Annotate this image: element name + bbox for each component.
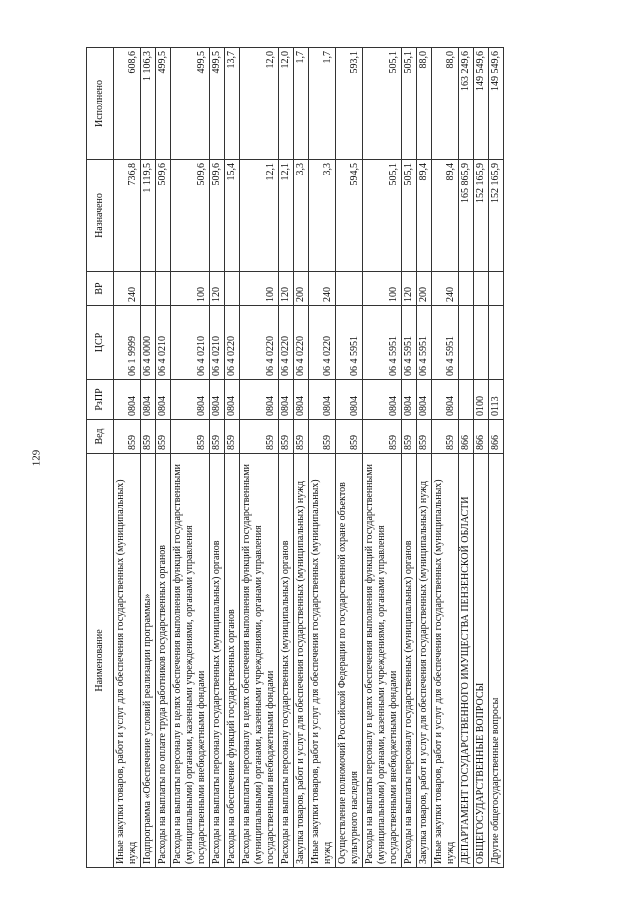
cell-naznacheno: 1 119,5 [141,160,156,272]
table-row [432,48,459,868]
cell-ved: 859 [336,420,363,454]
table-row [240,48,279,868]
cell-vr: 100 [240,272,279,306]
cell-csr: 06 4 0210 [210,306,225,380]
cell-ispolneno: 499,5 [171,48,210,160]
cell-naznacheno: 509,6 [156,160,171,272]
cell-ispolneno: 505,1 [402,48,417,160]
cell-ved: 866 [474,420,489,454]
cell-rzpr: 0804 [363,380,402,420]
cell-name: Расходы на выплаты персоналу государственных (муниципальных) органов [210,454,225,868]
cell-csr [489,306,504,380]
cell-rzpr: 0100 [474,380,489,420]
cell-rzpr: 0804 [279,380,294,420]
table-row [402,48,417,868]
table-row [459,48,474,868]
cell-naznacheno: 505,1 [402,160,417,272]
cell-naznacheno: 12,1 [240,160,279,272]
cell-ved: 859 [141,420,156,454]
cell-ved: 859 [363,420,402,454]
cell-name: Другие общегосударственные вопросы [489,454,504,868]
cell-csr: 06 4 5951 [336,306,363,380]
cell-naznacheno: 509,6 [171,160,210,272]
cell-ispolneno: 1,7 [309,48,336,160]
table-row [336,48,363,868]
cell-csr: 06 4 5951 [432,306,459,380]
cell-name: Подпрограмма «Обеспечение условий реализации программы» [141,454,156,868]
cell-csr [459,306,474,380]
table-row [114,48,141,868]
cell-vr [474,272,489,306]
cell-csr: 06 4 0000 [141,306,156,380]
cell-csr [474,306,489,380]
cell-rzpr: 0804 [417,380,432,420]
table-row [156,48,171,868]
cell-ved: 866 [489,420,504,454]
cell-vr: 100 [171,272,210,306]
table-row [279,48,294,868]
cell-ispolneno: 149 549,6 [474,48,489,160]
cell-ved: 859 [156,420,171,454]
cell-vr [141,272,156,306]
table-row [363,48,402,868]
cell-ispolneno: 88,0 [432,48,459,160]
cell-vr [336,272,363,306]
cell-ved: 859 [225,420,240,454]
cell-ispolneno: 149 549,6 [489,48,504,160]
table-header-row [87,48,114,868]
cell-rzpr: 0804 [294,380,309,420]
cell-name: Осуществление полномочий Российской Федерации по государственной охране объектов культурного наследия [336,454,363,868]
cell-naznacheno: 89,4 [432,160,459,272]
cell-name: Иные закупки товаров, работ и услуг для обеспечения государственных (муниципальных) нужд [309,454,336,868]
cell-rzpr: 0804 [240,380,279,420]
cell-vr: 200 [294,272,309,306]
cell-ispolneno: 1 106,3 [141,48,156,160]
cell-ved: 859 [171,420,210,454]
cell-rzpr: 0804 [402,380,417,420]
cell-csr: 06 4 5951 [417,306,432,380]
cell-name: Иные закупки товаров, работ и услуг для обеспечения государственных (муниципальных) нужд [432,454,459,868]
table-body [114,48,504,868]
cell-naznacheno: 505,1 [363,160,402,272]
cell-ispolneno: 593,1 [336,48,363,160]
header-csr: ЦСР [87,306,114,380]
cell-name: Расходы на выплаты персоналу государственных (муниципальных) органов [279,454,294,868]
cell-ved: 859 [432,420,459,454]
table-row [417,48,432,868]
table-row [489,48,504,868]
cell-csr: 06 4 0220 [225,306,240,380]
cell-naznacheno: 89,4 [417,160,432,272]
cell-name: Расходы на выплаты персоналу в целях обеспечения выполнения функций государственными (муниципальными) органами, казенными учреждениями, органами управления государственными внебюджетными фондами [240,454,279,868]
budget-table [86,47,504,868]
cell-name: Иные закупки товаров, работ и услуг для обеспечения государственных (муниципальных) нужд [114,454,141,868]
header-vr: ВР [87,272,114,306]
cell-csr: 06 4 0220 [279,306,294,380]
cell-name: Расходы на обеспечение функций государственных органов [225,454,240,868]
cell-ispolneno: 499,5 [156,48,171,160]
table-row [474,48,489,868]
page-number: 129 [30,449,43,467]
cell-naznacheno: 15,4 [225,160,240,272]
cell-naznacheno: 152 165,9 [474,160,489,272]
rotated-table-container [86,48,574,868]
cell-naznacheno: 12,1 [279,160,294,272]
table-row [294,48,309,868]
cell-naznacheno: 152 165,9 [489,160,504,272]
cell-ispolneno: 13,7 [225,48,240,160]
cell-vr [459,272,474,306]
cell-name: ДЕПАРТАМЕНТ ГОСУДАРСТВЕННОГО ИМУЩЕСТВА ПЕНЗЕНСКОЙ ОБЛАСТИ [459,454,474,868]
cell-vr: 240 [309,272,336,306]
cell-vr: 120 [210,272,225,306]
cell-name: Расходы на выплаты персоналу государственных (муниципальных) органов [402,454,417,868]
header-ved: Вед [87,420,114,454]
cell-rzpr: 0113 [489,380,504,420]
cell-vr: 120 [402,272,417,306]
cell-ved: 859 [240,420,279,454]
cell-ispolneno: 1,7 [294,48,309,160]
cell-rzpr: 0804 [210,380,225,420]
cell-naznacheno: 3,3 [309,160,336,272]
cell-rzpr: 0804 [432,380,459,420]
cell-name: Расходы на выплаты персоналу в целях обеспечения выполнения функций государственными (муниципальными) органами, казенными учреждениями, органами управления государственными внебюджетными фондами [363,454,402,868]
cell-rzpr: 0804 [141,380,156,420]
header-rzpr: РзПР [87,380,114,420]
cell-ved: 859 [294,420,309,454]
cell-name: Расходы на выплаты по оплате труда работников государственных органов [156,454,171,868]
cell-ispolneno: 12,0 [279,48,294,160]
cell-rzpr: 0804 [156,380,171,420]
cell-vr [225,272,240,306]
cell-ved: 859 [402,420,417,454]
table-row [225,48,240,868]
cell-rzpr [459,380,474,420]
cell-ispolneno: 505,1 [363,48,402,160]
cell-name: Закупка товаров, работ и услуг для обеспечения государственных (муниципальных) нужд [294,454,309,868]
cell-csr: 06 1 9999 [114,306,141,380]
cell-csr: 06 4 0220 [294,306,309,380]
cell-naznacheno: 594,5 [336,160,363,272]
cell-csr: 06 4 5951 [402,306,417,380]
cell-ved: 866 [459,420,474,454]
cell-name: Закупка товаров, работ и услуг для обеспечения государственных (муниципальных) нужд [417,454,432,868]
cell-ispolneno: 499,5 [210,48,225,160]
cell-name: ОБЩЕГОСУДАРСТВЕННЫЕ ВОПРОСЫ [474,454,489,868]
cell-csr: 06 4 0220 [309,306,336,380]
cell-ispolneno: 163 249,6 [459,48,474,160]
cell-vr [489,272,504,306]
cell-naznacheno: 3,3 [294,160,309,272]
cell-vr: 240 [114,272,141,306]
cell-vr: 100 [363,272,402,306]
cell-vr: 240 [432,272,459,306]
table-row [171,48,210,868]
cell-ved: 859 [279,420,294,454]
header-name: Наименование [87,454,114,868]
header-ispolneno: Исполнено [87,48,114,160]
header-naznacheno: Назначено [87,160,114,272]
cell-csr: 06 4 0210 [171,306,210,380]
cell-ved: 859 [417,420,432,454]
cell-rzpr: 0804 [171,380,210,420]
table-row [309,48,336,868]
cell-vr [156,272,171,306]
cell-ispolneno: 88,0 [417,48,432,160]
cell-csr: 06 4 0210 [156,306,171,380]
cell-naznacheno: 509,6 [210,160,225,272]
cell-ved: 859 [210,420,225,454]
cell-naznacheno: 165 865,9 [459,160,474,272]
cell-rzpr: 0804 [336,380,363,420]
cell-vr: 120 [279,272,294,306]
cell-rzpr: 0804 [309,380,336,420]
cell-ispolneno: 12,0 [240,48,279,160]
cell-name: Расходы на выплаты персоналу в целях обеспечения выполнения функций государственными (муниципальными) органами, казенными учреждениями, органами управления государственными внебюджетными фондами [171,454,210,868]
table-row [141,48,156,868]
table-row [210,48,225,868]
cell-ispolneno: 608,6 [114,48,141,160]
cell-ved: 859 [309,420,336,454]
cell-vr: 200 [417,272,432,306]
cell-ved: 859 [114,420,141,454]
cell-naznacheno: 736,8 [114,160,141,272]
cell-rzpr: 0804 [114,380,141,420]
cell-csr: 06 4 0220 [240,306,279,380]
cell-rzpr: 0804 [225,380,240,420]
cell-csr: 06 4 5951 [363,306,402,380]
